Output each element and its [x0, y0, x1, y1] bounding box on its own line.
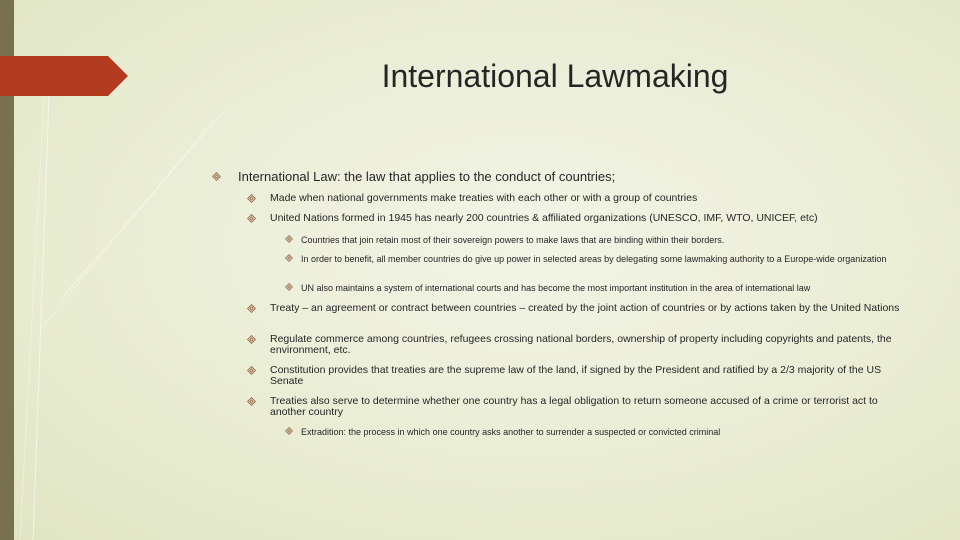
bullet-item — [247, 365, 907, 387]
diamond-outline-icon — [247, 397, 256, 406]
bullet-text: UN also maintains a system of international courts and has become the most important institution in the area of international law — [301, 283, 811, 293]
bullet-text: In order to benefit, all member countries do give up power in selected areas by delegating some lawmaking authority to a Europe-wide organization — [301, 254, 887, 264]
diamond-outline-icon — [247, 335, 256, 344]
diamond-outline-icon — [247, 214, 256, 223]
bullet-item — [285, 283, 905, 293]
bullet-text: Treaty – an agreement or contract between countries – created by the joint action of countries or by actions taken by the United Nations — [270, 302, 900, 314]
bullet-text: Made when national governments make treaties with each other or with a group of countries — [270, 192, 698, 204]
diamond-outline-icon — [247, 304, 256, 313]
bullet-text: Regulate commerce among countries, refugees crossing national borders, ownership of property including copyrights and patents, the environment, etc. — [270, 333, 892, 356]
bullet-item — [247, 303, 907, 314]
bullet-text: Treaties also serve to determine whether one country has a legal obligation to return someone accused of a crime or terrorist act to another country — [270, 395, 878, 418]
bullet-text: Extradition: the process in which one country asks another to surrender a suspected or convicted criminal — [301, 427, 721, 437]
diamond-outline-icon — [285, 427, 293, 435]
bullet-text: United Nations formed in 1945 has nearly 200 countries & affiliated organizations (UNESCO, IMF, WTO, UNICEF, etc) — [270, 212, 818, 224]
diamond-outline-icon — [212, 172, 221, 181]
bullet-item — [285, 254, 905, 264]
bullet-item — [212, 169, 912, 184]
diamond-outline-icon — [285, 235, 293, 243]
diamond-outline-icon — [285, 283, 293, 291]
bullet-item — [285, 235, 905, 245]
bullet-item — [247, 213, 907, 224]
bullet-item — [247, 193, 907, 204]
bullet-text: Countries that join retain most of their sovereign powers to make laws that are binding within their borders. — [301, 235, 725, 245]
bullet-item — [247, 334, 907, 356]
bullet-item — [285, 427, 905, 437]
bullet-text: Constitution provides that treaties are the supreme law of the land, if signed by the President and ratified by a 2/3 majority of the US Senate — [270, 364, 882, 387]
bullet-text: International Law: the law that applies to the conduct of countries; — [238, 169, 616, 184]
diamond-outline-icon — [285, 254, 293, 262]
slide-title: International Lawmaking — [381, 58, 729, 94]
diamond-outline-icon — [247, 366, 256, 375]
diamond-outline-icon — [247, 194, 256, 203]
bullet-item — [247, 396, 907, 418]
